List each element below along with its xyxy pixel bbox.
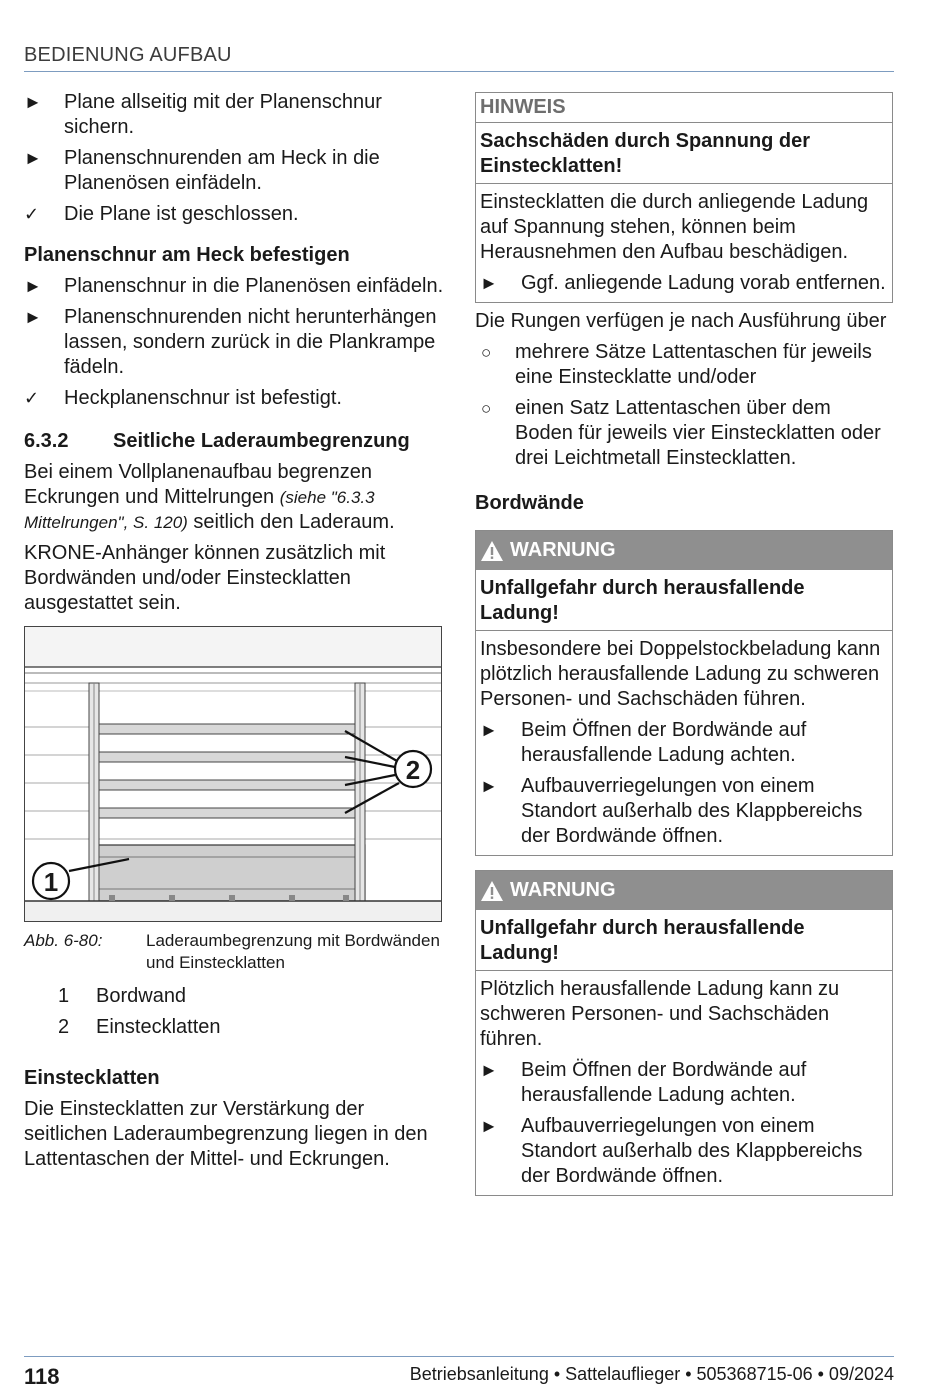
warning-action: Aufbauverriegelungen von einem Standort außerhalb des Klappbereichs der Bordwände öffnen. — [521, 1115, 863, 1187]
figure-caption — [24, 930, 444, 974]
arrow-icon: ► — [24, 92, 42, 112]
arrow-icon: ► — [24, 276, 42, 296]
warning-triangle-icon — [480, 880, 504, 902]
subheading-einstecklatten: Einstecklatten — [24, 1067, 160, 1089]
list-item-text: einen Satz Lattentaschen über dem Boden für jeweils vier Einstecklatten oder drei Leichtmetall Einstecklatten. — [515, 397, 881, 469]
check-icon: ✓ — [24, 388, 40, 408]
hinweis-label: HINWEIS — [476, 93, 892, 123]
legend-text: Einstecklatten — [96, 1016, 221, 1038]
list-item — [475, 396, 893, 471]
warning-triangle-icon — [480, 540, 504, 562]
figure-legend — [24, 984, 444, 1040]
list-item — [480, 774, 888, 849]
list-item — [24, 274, 444, 299]
warning-box-2 — [475, 870, 893, 1196]
section-number: 6.3.2 — [24, 430, 69, 452]
rungen-options-list — [475, 340, 893, 471]
arrow-icon: ► — [480, 776, 498, 796]
list-item — [24, 146, 444, 196]
warning-box-1 — [475, 530, 893, 856]
paragraph-einstecklatten: Die Einstecklatten zur Verstärkung der seitlichen Laderaumbegrenzung liegen in den Lattentaschen der Mittel- und Eckrungen. — [24, 1098, 428, 1170]
paragraph-krone: KRONE-Anhänger können zusätzlich mit Bordwänden und/oder Einstecklatten ausgestattet sein. — [24, 542, 386, 614]
warning-bar — [476, 871, 892, 910]
right-column — [475, 92, 893, 1202]
hinweis-heading: Sachschäden durch Spannung der Einstecklatten! — [476, 123, 892, 184]
list-item-text: mehrere Sätze Lattentaschen für jeweils eine Einstecklatte und/oder — [515, 341, 872, 388]
check-icon: ✓ — [24, 204, 40, 224]
hinweis-text: Einstecklatten die durch anliegende Ladung auf Spannung stehen, können beim Herausnehmen den Aufbau beschädigen. — [480, 191, 869, 263]
circle-bullet-icon: ○ — [481, 343, 492, 362]
list-item-text: Heckplanenschnur ist befestigt. — [64, 387, 342, 409]
arrow-icon: ► — [480, 720, 498, 740]
warning-label: WARNUNG — [510, 539, 616, 561]
circle-bullet-icon: ○ — [481, 399, 492, 418]
figure-laderaumbegrenzung — [24, 626, 442, 922]
list-item — [480, 271, 888, 296]
list-item — [475, 340, 893, 390]
footer-document-info: Betriebsanleitung • Sattelauflieger • 505368715-06 • 09/2024 — [409, 1364, 894, 1384]
list-item — [480, 1058, 888, 1108]
paragraph-rungen: Die Rungen verfügen je nach Ausführung über — [475, 310, 887, 332]
cross-reference-link[interactable]: (siehe "6.3.3 Mittelrungen", S. 120) — [24, 488, 375, 532]
hinweis-box — [475, 92, 893, 303]
warning-text: Plötzlich herausfallende Ladung kann zu schweren Personen- und Sachschäden führen. — [480, 978, 840, 1050]
legend-item — [24, 1015, 444, 1040]
list-item — [24, 90, 444, 140]
header-rule — [24, 71, 894, 72]
hinweis-action: Ggf. anliegende Ladung vorab entfernen. — [521, 272, 886, 294]
arrow-icon: ► — [480, 273, 498, 293]
warning-action: Beim Öffnen der Bordwände auf herausfallende Ladung achten. — [521, 1059, 807, 1106]
callout-2-label: 2 — [405, 755, 421, 785]
arrow-icon: ► — [480, 1116, 498, 1136]
section-title: Seitliche Laderaumbegrenzung — [113, 430, 410, 452]
legend-text: Bordwand — [96, 985, 187, 1007]
list-item — [480, 1114, 888, 1189]
legend-number: 2 — [58, 1016, 70, 1038]
hinweis-body — [476, 123, 892, 302]
page-header: BEDIENUNG AUFBAU — [24, 44, 232, 66]
left-column — [24, 90, 444, 1178]
warning-action: Beim Öffnen der Bordwände auf herausfallende Ladung achten. — [521, 719, 807, 766]
subheading-bordwaende: Bordwände — [475, 492, 584, 514]
list-item-text: Planenschnurenden nicht herunterhängen lassen, sondern zurück in die Plankrampe fädeln. — [64, 306, 437, 378]
section-heading — [24, 429, 444, 454]
paragraph-text: seitlich den Laderaum. — [187, 511, 395, 533]
legend-item — [24, 984, 444, 1009]
instruction-list-1 — [24, 90, 444, 227]
warning-body — [476, 570, 892, 855]
subheading-planenschnur: Planenschnur am Heck befestigen — [24, 244, 350, 266]
list-item-text: Plane allseitig mit der Planenschnur sichern. — [64, 91, 382, 138]
warning-heading: Unfallgefahr durch herausfallende Ladung! — [476, 570, 892, 631]
warning-body — [476, 910, 892, 1195]
legend-number: 1 — [58, 985, 70, 1007]
warning-bar — [476, 531, 892, 570]
footer-rule — [24, 1356, 894, 1357]
list-item — [24, 305, 444, 380]
warning-action: Aufbauverriegelungen von einem Standort außerhalb des Klappbereichs der Bordwände öffnen. — [521, 775, 863, 847]
arrow-icon: ► — [24, 307, 42, 327]
arrow-icon: ► — [480, 1060, 498, 1080]
caption-text: Laderaumbegrenzung mit Bordwänden und Einstecklatten — [146, 931, 440, 972]
list-item — [24, 386, 444, 411]
list-item — [480, 718, 888, 768]
page-number: 118 — [24, 1364, 60, 1389]
callout-1-label: 1 — [43, 867, 59, 897]
warning-heading: Unfallgefahr durch herausfallende Ladung! — [476, 910, 892, 971]
list-item — [24, 202, 444, 227]
arrow-icon: ► — [24, 148, 42, 168]
trailer-side-illustration — [25, 627, 441, 921]
list-item-text: Planenschnurenden am Heck in die Planenösen einfädeln. — [64, 147, 380, 194]
warning-label: WARNUNG — [510, 879, 616, 901]
paragraph-vollplanenaufbau — [24, 460, 444, 535]
instruction-list-2 — [24, 274, 444, 411]
list-item-text: Die Plane ist geschlossen. — [64, 203, 299, 225]
caption-label: Abb. 6-80: — [24, 931, 103, 950]
list-item-text: Planenschnur in die Planenösen einfädeln. — [64, 275, 444, 297]
paragraph-text: Bei einem Vollplanenaufbau begrenzen Eckrungen und Mittelrungen — [24, 461, 373, 508]
warning-text: Insbesondere bei Doppelstockbeladung kann plötzlich herausfallende Ladung zu schweren Personen- und Sachschäden führen. — [480, 638, 881, 710]
